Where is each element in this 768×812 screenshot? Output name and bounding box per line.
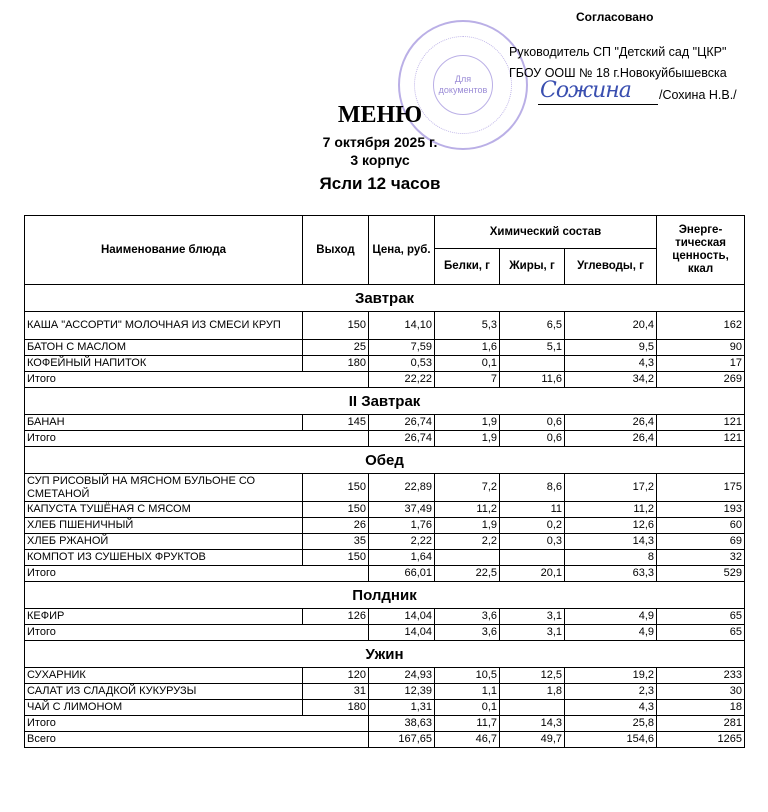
dish-price: 1,76 — [369, 518, 435, 534]
subtotal-row — [25, 431, 745, 447]
subtotal-label: Итого — [25, 716, 369, 732]
dish-fat: 0,6 — [500, 415, 565, 431]
subtotal-protein: 3,6 — [435, 625, 500, 641]
subtotal-price: 66,01 — [369, 566, 435, 582]
signature: Сожина — [540, 78, 631, 103]
dish-yield: 150 — [303, 312, 369, 340]
subtotal-carbs: 26,4 — [565, 431, 657, 447]
subtotal-protein: 7 — [435, 372, 500, 388]
dish-carbs: 19,2 — [565, 668, 657, 684]
dish-fat: 0,3 — [500, 534, 565, 550]
grand-total-carbs: 154,6 — [565, 732, 657, 748]
dish-price: 12,39 — [369, 684, 435, 700]
dish-yield: 25 — [303, 340, 369, 356]
dish-fat: 3,1 — [500, 609, 565, 625]
grand-total-label: Всего — [25, 732, 369, 748]
dish-energy: 162 — [657, 312, 745, 340]
dish-energy: 69 — [657, 534, 745, 550]
section-title: Обед — [25, 447, 745, 474]
subtotal-protein: 11,7 — [435, 716, 500, 732]
dish-yield: 180 — [303, 700, 369, 716]
col-header-yield: Выход — [303, 216, 369, 285]
dish-fat: 1,8 — [500, 684, 565, 700]
subtotal-carbs: 25,8 — [565, 716, 657, 732]
group-label: Ясли 12 часов — [319, 174, 441, 193]
col-header-protein: Белки, г — [435, 249, 500, 285]
dish-fat — [500, 700, 565, 716]
signature-line — [538, 104, 658, 105]
dish-carbs: 17,2 — [565, 474, 657, 502]
dish-protein: 10,5 — [435, 668, 500, 684]
dish-price: 2,22 — [369, 534, 435, 550]
subtotal-energy: 529 — [657, 566, 745, 582]
dish-name: ХЛЕБ ПШЕНИЧНЫЙ — [25, 518, 303, 534]
dish-energy: 65 — [657, 609, 745, 625]
dish-carbs: 20,4 — [565, 312, 657, 340]
dish-price: 0,53 — [369, 356, 435, 372]
dish-carbs: 4,9 — [565, 609, 657, 625]
table-row — [25, 684, 745, 700]
table-row — [25, 356, 745, 372]
dish-carbs: 4,3 — [565, 356, 657, 372]
dish-yield: 126 — [303, 609, 369, 625]
dish-name: БАТОН С МАСЛОМ — [25, 340, 303, 356]
dish-protein — [435, 550, 500, 566]
dish-protein: 0,1 — [435, 356, 500, 372]
dish-carbs: 26,4 — [565, 415, 657, 431]
subtotal-row — [25, 716, 745, 732]
section-title: Полдник — [25, 582, 745, 609]
subtotal-fat: 3,1 — [500, 625, 565, 641]
dish-fat — [500, 550, 565, 566]
dish-price: 14,10 — [369, 312, 435, 340]
dish-protein: 1,9 — [435, 415, 500, 431]
stamp-text: документов — [438, 85, 488, 95]
subtotal-row — [25, 625, 745, 641]
table-row — [25, 474, 745, 502]
section-header — [25, 447, 745, 474]
subtotal-energy: 65 — [657, 625, 745, 641]
section-header — [25, 285, 745, 312]
approval-position: Руководитель СП "Детский сад "ЦКР" — [509, 45, 727, 59]
subtotal-label: Итого — [25, 625, 369, 641]
table-row — [25, 668, 745, 684]
dish-energy: 193 — [657, 502, 745, 518]
dish-carbs: 9,5 — [565, 340, 657, 356]
dish-name: КОФЕЙНЫЙ НАПИТОК — [25, 356, 303, 372]
dish-energy: 175 — [657, 474, 745, 502]
grand-total-protein: 46,7 — [435, 732, 500, 748]
dish-name: КЕФИР — [25, 609, 303, 625]
section-title: II Завтрак — [25, 388, 745, 415]
section-header — [25, 641, 745, 668]
dish-fat: 12,5 — [500, 668, 565, 684]
dish-yield: 180 — [303, 356, 369, 372]
dish-name: ЧАЙ С ЛИМОНОМ — [25, 700, 303, 716]
dish-name: КАША "АССОРТИ" МОЛОЧНАЯ ИЗ СМЕСИ КРУП — [25, 312, 303, 340]
dish-energy: 60 — [657, 518, 745, 534]
dish-name: КОМПОТ ИЗ СУШЕНЫХ ФРУКТОВ — [25, 550, 303, 566]
dish-name: КАПУСТА ТУШЁНАЯ С МЯСОМ — [25, 502, 303, 518]
menu-date: 7 октября 2025 г. — [322, 134, 438, 150]
page-title: МЕНЮ — [337, 102, 423, 128]
table-row — [25, 502, 745, 518]
subtotal-fat: 14,3 — [500, 716, 565, 732]
subtotal-energy: 281 — [657, 716, 745, 732]
dish-yield: 31 — [303, 684, 369, 700]
dish-carbs: 4,3 — [565, 700, 657, 716]
building-label: 3 корпус — [350, 152, 410, 168]
dish-protein: 1,1 — [435, 684, 500, 700]
section-title: Ужин — [25, 641, 745, 668]
dish-fat: 5,1 — [500, 340, 565, 356]
table-row — [25, 700, 745, 716]
subtotal-energy: 121 — [657, 431, 745, 447]
dish-protein: 11,2 — [435, 502, 500, 518]
dish-carbs: 2,3 — [565, 684, 657, 700]
dish-protein: 7,2 — [435, 474, 500, 502]
col-header-chem: Химический состав — [435, 216, 657, 249]
dish-protein: 2,2 — [435, 534, 500, 550]
grand-total-energy: 1265 — [657, 732, 745, 748]
table-row — [25, 534, 745, 550]
dish-carbs: 11,2 — [565, 502, 657, 518]
dish-energy: 30 — [657, 684, 745, 700]
grand-total-row — [25, 732, 745, 748]
dish-name: СУП РИСОВЫЙ НА МЯСНОМ БУЛЬОНЕ СО СМЕТАНОЙ — [25, 474, 303, 502]
section-header — [25, 388, 745, 415]
official-stamp — [398, 20, 528, 150]
dish-price: 26,74 — [369, 415, 435, 431]
dish-energy: 121 — [657, 415, 745, 431]
dish-yield: 120 — [303, 668, 369, 684]
dish-yield: 26 — [303, 518, 369, 534]
subtotal-carbs: 4,9 — [565, 625, 657, 641]
subtotal-fat: 11,6 — [500, 372, 565, 388]
table-row — [25, 518, 745, 534]
dish-price: 22,89 — [369, 474, 435, 502]
section-title: Завтрак — [25, 285, 745, 312]
dish-name: БАНАН — [25, 415, 303, 431]
table-row — [25, 609, 745, 625]
dish-protein: 5,3 — [435, 312, 500, 340]
menu-table — [24, 215, 745, 748]
subtotal-row — [25, 566, 745, 582]
dish-fat: 11 — [500, 502, 565, 518]
subtotal-protein: 1,9 — [435, 431, 500, 447]
table-row — [25, 550, 745, 566]
dish-price: 1,31 — [369, 700, 435, 716]
dish-fat: 8,6 — [500, 474, 565, 502]
subtotal-label: Итого — [25, 566, 369, 582]
subtotal-label: Итого — [25, 372, 369, 388]
approval-organization: ГБОУ ООШ № 18 г.Новокуйбышевска — [509, 66, 727, 80]
col-header-fat: Жиры, г — [500, 249, 565, 285]
col-header-name: Наименование блюда — [25, 216, 303, 285]
col-header-energy: Энерге-тическая ценность, ккал — [657, 216, 745, 285]
grand-total-fat: 49,7 — [500, 732, 565, 748]
dish-price: 24,93 — [369, 668, 435, 684]
dish-energy: 18 — [657, 700, 745, 716]
subtotal-protein: 22,5 — [435, 566, 500, 582]
subtotal-price: 26,74 — [369, 431, 435, 447]
subtotal-carbs: 63,3 — [565, 566, 657, 582]
dish-fat: 6,5 — [500, 312, 565, 340]
dish-yield: 150 — [303, 474, 369, 502]
dish-carbs: 14,3 — [565, 534, 657, 550]
dish-energy: 17 — [657, 356, 745, 372]
dish-name: САЛАТ ИЗ СЛАДКОЙ КУКУРУЗЫ — [25, 684, 303, 700]
dish-protein: 3,6 — [435, 609, 500, 625]
dish-price: 14,04 — [369, 609, 435, 625]
table-row — [25, 340, 745, 356]
dish-carbs: 12,6 — [565, 518, 657, 534]
dish-price: 7,59 — [369, 340, 435, 356]
dish-fat: 0,2 — [500, 518, 565, 534]
subtotal-energy: 269 — [657, 372, 745, 388]
approval-heading: Согласовано — [576, 10, 654, 24]
section-header — [25, 582, 745, 609]
dish-energy: 32 — [657, 550, 745, 566]
col-header-carbs: Углеводы, г — [565, 249, 657, 285]
table-row — [25, 312, 745, 340]
dish-name: СУХАРНИК — [25, 668, 303, 684]
subtotal-price: 22,22 — [369, 372, 435, 388]
approver-name: /Сохина Н.В./ — [659, 88, 737, 102]
dish-price: 1,64 — [369, 550, 435, 566]
grand-total-price: 167,65 — [369, 732, 435, 748]
subtotal-fat: 20,1 — [500, 566, 565, 582]
subtotal-carbs: 34,2 — [565, 372, 657, 388]
dish-price: 37,49 — [369, 502, 435, 518]
dish-yield: 150 — [303, 502, 369, 518]
stamp-text: Для — [454, 74, 472, 84]
dish-protein: 1,6 — [435, 340, 500, 356]
col-header-price: Цена, руб. — [369, 216, 435, 285]
dish-energy: 90 — [657, 340, 745, 356]
dish-energy: 233 — [657, 668, 745, 684]
subtotal-fat: 0,6 — [500, 431, 565, 447]
subtotal-row — [25, 372, 745, 388]
table-row — [25, 415, 745, 431]
dish-protein: 0,1 — [435, 700, 500, 716]
dish-fat — [500, 356, 565, 372]
dish-yield: 35 — [303, 534, 369, 550]
dish-name: ХЛЕБ РЖАНОЙ — [25, 534, 303, 550]
subtotal-label: Итого — [25, 431, 369, 447]
subtotal-price: 14,04 — [369, 625, 435, 641]
dish-yield: 150 — [303, 550, 369, 566]
dish-protein: 1,9 — [435, 518, 500, 534]
subtotal-price: 38,63 — [369, 716, 435, 732]
dish-yield: 145 — [303, 415, 369, 431]
dish-carbs: 8 — [565, 550, 657, 566]
